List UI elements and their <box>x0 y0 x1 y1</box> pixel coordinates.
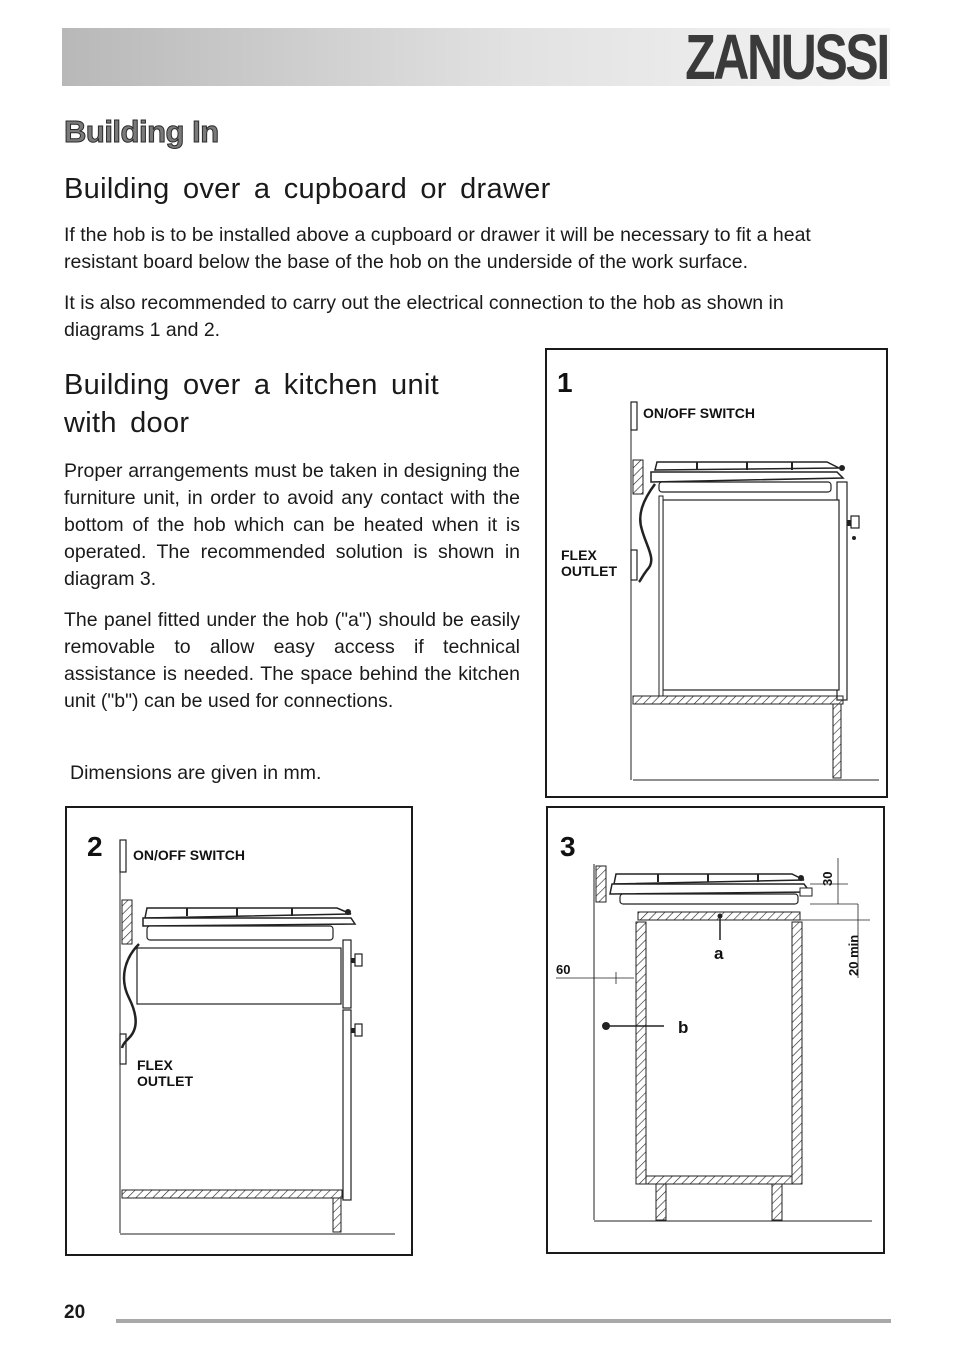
kitchen-unit-heading-line2: with door <box>64 407 190 439</box>
diagram-3 <box>546 806 885 1254</box>
diagram-1-number: 1 <box>557 367 573 398</box>
dimensions-note: Dimensions are given in mm. <box>70 762 322 784</box>
diagram-3-dim-side: 20 min <box>846 934 861 976</box>
diagram-3-dim-top: 30 <box>820 871 835 886</box>
diagram-2-switch-label: ON/OFF SWITCH <box>133 847 245 863</box>
outlet-icon <box>631 550 637 580</box>
diagram-3-label-a: a <box>714 944 724 963</box>
diagram-3-dim-gap: 60 <box>556 962 571 977</box>
diagram-1-flex-label: FLEX <box>561 547 597 563</box>
diagram-2-number: 2 <box>87 831 103 862</box>
page-number: 20 <box>64 1302 86 1323</box>
cupboard-paragraph-1: If the hob is to be installed above a cupboard or drawer it will be necessary to fit a heat resistant board below the base of the hob on the underside of the work surface. <box>64 224 811 273</box>
diagram-1-outlet-label: OUTLET <box>561 563 617 579</box>
switch-icon <box>120 840 126 872</box>
diagram-2 <box>65 806 413 1256</box>
diagram-2-outlet-label: OUTLET <box>137 1073 193 1089</box>
diagram-2-flex-label: FLEX <box>137 1057 173 1073</box>
kitchen-unit-paragraph-2: The panel fitted under the hob ("a") should be easily removable to allow easy access if technical assistance is needed. The space behind the kitchen unit ("b") can be used for connections. <box>64 609 520 712</box>
footer-rule <box>116 1319 891 1323</box>
brand-logo: ZANUSSI <box>685 21 888 93</box>
kitchen-unit-heading-line1: Building over a kitchen unit <box>64 369 439 401</box>
cupboard-paragraph-2: It is also recommended to carry out the electrical connection to the hob as shown in diagrams 1 and 2. <box>64 292 784 341</box>
switch-icon <box>631 402 637 430</box>
diagram-3-label-b: b <box>678 1018 689 1037</box>
kitchen-unit-paragraph-1: Proper arrangements must be taken in designing the furniture unit, in order to avoid any contact with the bottom of the hob which can be heated when it is operated. The recommended solution is shown in diagram 3. <box>64 460 520 590</box>
outlet-icon <box>120 1034 126 1064</box>
cupboard-heading: Building over a cupboard or drawer <box>64 173 551 205</box>
diagram-3-number: 3 <box>560 831 576 862</box>
diagram-1 <box>545 348 888 798</box>
diagram-1-switch-label: ON/OFF SWITCH <box>643 405 755 421</box>
section-title: Building In <box>64 114 219 149</box>
